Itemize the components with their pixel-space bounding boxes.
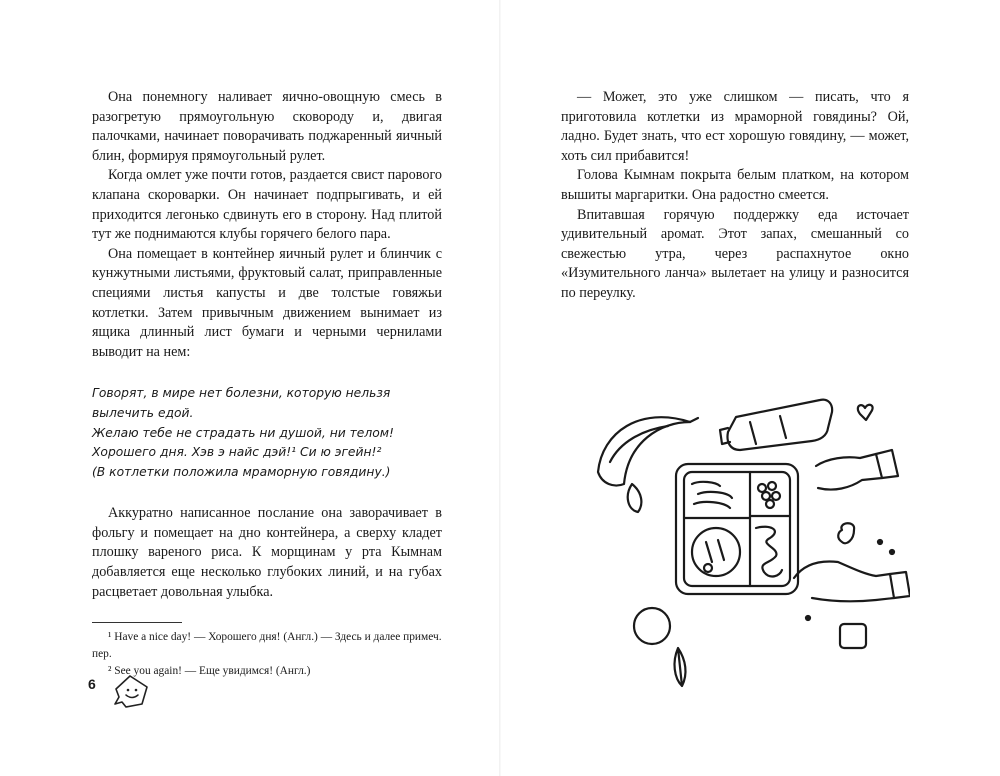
heart-drawing <box>858 405 873 420</box>
leaf-drawing <box>675 648 686 686</box>
paragraph: Она понемногу наливает яично-овощную смесь в разогретую прямоугольную сковороду и, двигая палочками, начинает поворачивать поджаренный яичный блин, формируя прямоугольный рулет. <box>92 89 442 164</box>
left-text-column <box>92 88 442 680</box>
note-line: Говорят, в мире нет болезни, которую нельзя вылечить едой. <box>92 386 391 420</box>
paragraph: Когда омлет уже почти готов, раздается свист парового клапана скороварки. Он начинает подпрыгивать, и ей приходится легонько сдвинуть его в сторону. Над плитой тут же поднимаются клубы горячего белого пара. <box>92 167 442 243</box>
paragraph: Впитавшая горячую поддержку еда источает удивительный аромат. Этот запах, смешанный со свежестью утра, через распахнутое окно «Изумительного ланча» вылетает на улицу и разносится по переулку. <box>561 206 909 301</box>
paragraph: Она помещает в контейнер яичный рулет и блинчик с кунжутными листьями, фруктовый салат, приправленные специями листья капусты и две толстые говяжьи котлетки. Затем привычным движением вынимает из ящика длинный лист бумаги и черными чернилами выводит на нем: <box>92 245 442 360</box>
strawberry-drawing <box>838 523 854 543</box>
paragraph: Аккуратно написанное послание она заворачивает в фольгу и помещает на дно контейнера, а сверху кладет плошку вареного риса. К морщинам у рта Кымнам добавляется еще несколько глубоких линий, и на губах расцветает довольная улыбка. <box>92 505 442 600</box>
ravioli-drawing <box>840 624 866 648</box>
note-line: (В котлетки положила мраморную говядину.) <box>92 464 391 479</box>
note-line: Желаю тебе не страдать ни душой, ни телом! <box>92 425 394 440</box>
paragraph: Голова Кымнам покрыта белым платком, на котором вышиты маргаритки. Она радостно смеется. <box>561 167 909 203</box>
right-page <box>500 0 1000 776</box>
lunchbox-drawing <box>676 464 798 594</box>
banana-drawing <box>598 417 698 485</box>
orange-drawing <box>634 608 670 644</box>
right-text-column <box>561 88 909 304</box>
footnote-rule <box>92 622 182 623</box>
paragraph: — Может, это уже слишком — писать, что я приготовила котлетки из мраморной говядины? Ой, ладно. Будет знать, что ест хорошую говядину, — может, хоть сил прибавится! <box>561 89 909 164</box>
footnote: ¹ Have a nice day! — Хорошего дня! (Англ.) — Здесь и далее примеч. пер. <box>92 631 442 661</box>
smiley-speech-bubble-icon <box>112 671 152 711</box>
lemon-drawing <box>628 484 642 512</box>
handwritten-note <box>92 384 442 482</box>
lunchbox-illustration <box>580 392 910 692</box>
bottle-drawing <box>720 400 832 450</box>
footnote: ² See you again! — Еще увидимся! (Англ.) <box>108 665 311 678</box>
note-line: Хорошего дня. Хэв э найс дэй!¹ Си ю эгейн!² <box>92 445 382 460</box>
page-number: 6 <box>88 676 96 692</box>
